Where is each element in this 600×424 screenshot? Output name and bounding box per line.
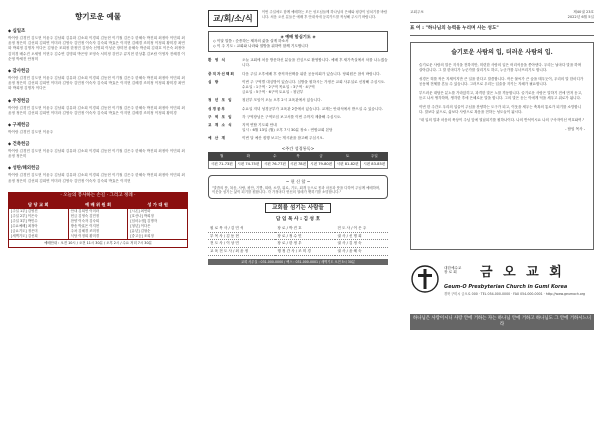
staff-group [69,201,129,239]
news-item [208,123,388,133]
news-header [208,10,388,27]
news-body: 청년부 모임이 오늘 오후 2시 교육관에서 있습니다. [242,98,322,103]
meditation-paragraph: 슬기로운 사람의 말은 지식을 전하지만, 미련한 사람의 입은 어리석음을 쏟아낸다. 우리는 날마다 말을 하며 살아갑니다. 그 말 한마디가 누군가를 살리기도 하고, 누군가를 무너뜨리기도 합니다. [419,62,582,73]
news-label: 중직자선택회 [208,71,235,76]
officer-entry: 권 사 / 윤 혜 숙 [335,248,388,256]
officers-row [208,240,388,248]
offerings-column [8,10,188,366]
officer-entry: 장 로 / 박 진 호 [275,225,335,232]
staff-group-head: 성 가 대 원 [128,201,187,209]
bulletin-number: 제40권 23호 [573,10,594,14]
offering-categories [8,28,188,184]
staff-item: [주일 1부] 김영진 [11,208,38,213]
bulletin-label: 교회주보 [410,10,424,14]
reading-passage: 시편 81-82편 [334,161,361,169]
staff-item: 방송 박효은 이지현 [70,223,100,228]
officer-entry: 행 정 간 사 / 조 미 경 [275,248,335,256]
church-english-name: Geum-O Presbyterian Church in Gumi Korea [444,283,568,290]
officers-table [208,225,388,256]
staff-item: [주일 3부] 박민수 [11,218,38,223]
reading-passage: 시편 79-80편 [308,161,335,169]
meditation-signature: - 담임 목사 - [565,126,585,131]
staff-group-head: 예 배 위 원 회 [69,201,128,209]
notice-text: "말씀의 뜻, 복음, 사랑, 평안, 기쁨, 희락, 소망, 위로, 기도, 회개 등으로 몸과 마음과 뜻을 다하여 주님께 예배하며, 이웃을 섬기는 삶이 되기를 원합니다. 각 가정마다 헌신의 열매가 맺히기를 소망합니다." [212,185,381,195]
offering-names: 박이랑 김경민 김도현 이윤주 김남희 김유화 김소희 이경희 김동현 이기철 김은주 한혜숙 박진희 최정아 이민희 최윤정 정은미 김선희 김희연 이미라 김영숙 김민정 이숙자 김숙희 박효은 이지현 김혜경 조미정 이정희 황미경 최연화 박희정 김명자 이다은 김형순 조희정 한정민 김정숙 신명희 이성준 장미현 윤혜숙 박준희 김대호 이은숙 최정아 김미경 배수진 오세영 이현주 김수연 김명희 박은영 조영숙 서미정 강민주 류지현 한상훈 김보람 이영자 전혜경 이순영 박세진 안정미 [8,36,185,61]
service-info: 예배안내 : 오전 10시 / 오전 11시 30분 / 오후 2시 / 수요 저녁 7시 30분 [8,240,188,248]
reading-day: 금 [308,153,335,161]
news-label: 구 역 모 임 [208,114,233,119]
news-body: 각 구역장님은 구역모임 보고서를 이번 주까지 제출해 주십시오. [242,114,342,119]
reading-day: 화 [235,153,262,161]
motto: 표 어 : "하나님의 능력을 누리며 사는 성도" [410,23,594,36]
church-logo-icon [410,264,440,294]
church-address: 경북 구미시 금오로 000 · TEL 054-000-0000 · FAX 054-000-0001 · http://www.geumoch.org [444,291,586,296]
news-item [208,72,388,77]
meditation-paragraph: 성경은 혀를 작은 지체이지만 큰 일을 한다고 말씀합니다. 작은 불씨가 큰 숲을 태우듯이, 우리의 말 한마디가 공동체 전체를 흔들 수 있습니다. 그러므로 우리는 입술을 지키는 지혜가 필요합니다. [419,76,584,87]
officers-title: 교회를 섬기는 사람들 [208,205,388,212]
cover-column [410,10,594,366]
offering-category-name: ◆ 감사헌금 [8,68,188,75]
prayer-line: ◇ 이달 말씀 : 순종하는 제자의 삶을 살게 하소서 [213,39,289,44]
news-label: 환 영 식 [208,58,226,63]
meditation-title: 슬기로운 사람의 입, 더러운 사람의 입. [451,48,553,56]
offering-category-name: ◆ 주정헌금 [8,98,188,105]
staff-item: [주일 2부] 이은숙 [11,213,38,218]
officers-row [208,225,388,232]
offering-category-name: ◆ 구제헌금 [8,122,188,129]
denomination-line2: 장 로 회 [444,270,457,275]
reading-day: 주일 [361,153,388,161]
reading-passage: 시편 74-75편 [235,161,262,169]
staff-item: 안내 김희연 이미라 [70,208,100,213]
reading-day: 목 [288,153,308,161]
reading-table-title: <주간 성경통독> [281,145,315,151]
offering-names: 박이랑 김경민 김도현 이윤주 [8,129,54,134]
news-item [208,115,388,120]
bulletin-date: 2022년 6월 5일 [567,14,594,19]
staff-item: [임마누엘] 김명자 [130,218,157,223]
denomination-line1: 대한예수교 [444,265,462,270]
prayer-line: ◇ 이 주 기도 : 교회와 나라와 열방을 위하여 함께 기도합니다 [213,44,309,49]
church-block [410,262,594,310]
news-body: 이번 달 예산 집행 보고는 게시판을 참고해 주십시오. [242,136,325,141]
meditation-paragraph: 이번 한 주간도 우리의 입술이 주님을 찬양하는 도구가 되고, 이웃을 세우는 축복의 통로가 되기를 소망합니다. 말보다 삶으로, 삶보다 사랑으로 복음을 전하는 성도들이 됩시다. [419,104,582,114]
offering-category-name: ◆ 건축헌금 [8,141,188,148]
staff-item: [새벽기도] 김선희 [11,234,38,239]
reading-table-header [209,153,388,161]
offerings-title: 향기로운 예물 [74,12,122,21]
news-label: 예 산 계 [208,136,226,141]
notice-box [208,175,388,199]
officer-entry: 전 도 사 / 이 은 주 [335,225,388,232]
offering-category-name: ◆ 성탄/해외헌금 [8,165,188,172]
officer-entry: 장 로 / 정 수 민 [275,232,335,240]
reading-passage: 시편 83-85편 [361,161,388,169]
staff-grid [8,200,188,240]
reading-day: 토 [334,153,361,161]
news-body: 다음 주일 오후예배 후 중직자선택을 위한 공동의회가 있습니다. 당회원은 참석 바랍니다. [242,71,381,76]
news-item [208,58,388,68]
offering-names: 박이랑 김경민 김도현 이윤주 김남희 김유화 김소희 이경희 김동현 이기철 김은주 한혜숙 박진희 최정아 이민희 최윤정 정은미 김선희 김희연 이미라 김영숙 김민정 이숙자 김숙희 박효은 이지현 김혜경 조미정 이정희 황미경 [8,105,185,115]
staff-item: 찬양 이숙자 김숙희 [70,218,100,223]
news-item [208,107,388,112]
news-label: 교 계 소 식 [208,122,233,127]
news-body: 수요일 저녁 성경공부가 교육관 2층에서 있습니다. 교재는 안내석에서 받으실 수 있습니다. [242,106,383,111]
officer-entry: 권 사 / 김 정 숙 [335,240,388,248]
news-intro: 이번 주일에도 함께 예배하는 모든 성도님들께 하나님의 은혜와 평강이 넘치기를 바랍니다. 처음 오신 분들은 예배 후 안내석에 등록카드를 작성해 주시기 바랍니다. [261,10,388,19]
prayer-box [208,31,388,52]
offering-names: 박이랑 김경민 김도현 이윤주 김남희 김유화 김소희 이경희 김동현 이기철 김은주 한혜숙 박진희 최정아 이민희 최윤정 정은미 김선희 김희연 이미라 김영숙 김민정 이숙자 김숙희 박효은 이지현 [8,173,185,183]
staff-item: 헌금 김영숙 김민정 [70,213,100,218]
meditation-paragraph: 부드러운 대답은 분노를 가라앉히고, 과격한 말은 노를 격동합니다. 슬기로운 사람은 말하기 전에 먼저 듣고, 듣고 나서 생각하며, 생각한 후에 은혜로운 말을 합니다. 그의 말은 듣는 이에게 덕을 세우고 위로가 됩니다. [419,90,583,101]
officer-entry: 부 목 사 / 김 동 현 [208,232,275,240]
news-body: 이번 주 구역별 대심방이 있습니다. 심방을 원하시는 가정은 교회 사무실로 신청해 주십시오. 수요일 : 1구역 · 2구역 목요일 : 3구역 · 4구역 금요일 : 5구역 · 6구역 토요일 : 청년부 [242,79,386,95]
officer-entry: 전 도 사 / 이 상 민 [208,240,275,248]
staff-item: [시온] 최연화 [130,208,151,213]
officer-entry: 교 육 전 도 사 / 최 윤 정 [208,248,275,256]
news-item [208,80,388,96]
news-column [208,10,388,366]
staff-item: [호산나] 박희정 [130,213,154,218]
staff-item: [수요예배] 최정아 [11,223,38,228]
staff-item: 식당 이정희 황미경 [70,234,100,239]
news-tag: 교/회/소/식 [208,10,258,27]
staff-group [128,201,187,239]
officers-row [208,248,388,256]
offering-names: 박이랑 김경민 김도현 이윤주 김남희 김유화 김소희 이경희 김동현 이기철 김은주 한혜숙 박진희 최정아 이민희 최윤정 정은미 [8,149,185,159]
staff-group [9,201,69,239]
prayer-title: ◈ 예배 합심기도 ◈ [280,33,316,39]
news-label: 청 년 모 임 [208,98,233,103]
news-body: 오늘 교회에 처음 방문하신 분들을 진심으로 환영합니다. 예배 후 새가족실에서 차를 나누겠습니다. [242,58,388,68]
officer-entry: 권 사 / 신 명 희 [335,232,388,240]
bulletin-info [410,10,594,23]
news-item [208,136,388,141]
staff-item: [금요기도] 정은미 [11,228,38,233]
offering-names: 박이랑 김경민 김도현 이윤주 김남희 김유화 김소희 이경희 김동현 이기철 김은주 한혜숙 박진희 최정아 이민희 최윤정 정은미 김선희 김희연 이미라 김영숙 김민정 이숙자 김숙희 박효은 이지현 김혜경 조미정 이정희 황미경 최연화 박희정 김명자 이다은 [8,76,185,91]
reading-passage: 시편 78편 [288,161,308,169]
meditation-paragraph: "내 입의 말과 마음의 묵상이 주님 앞에 열납되기를 원하나이다. 나의 반석이시요 나의 구속자이신 여호와여." [419,118,585,123]
staff-item: [청년] 이다은 [130,223,151,228]
news-label: 심 방 [208,79,220,84]
staff-group-head: 담 당 교 회 [9,201,68,209]
reading-table-row [209,161,388,169]
offering-category-name: ◆ 십일조 [8,28,188,35]
reading-day: 월 [209,153,236,161]
reading-passage: 시편 76-77편 [262,161,289,169]
reading-passage: 시편 71-73편 [209,161,236,169]
reading-day: 수 [262,153,289,161]
church-name: 금 오 교 회 [480,264,565,280]
news-item [208,98,388,103]
staff-item: 주차 김혜경 조미정 [70,228,100,233]
officer-entry: 원 로 목 사 / 김 민 석 [208,225,275,232]
meditation-text [419,63,585,124]
reading-table [208,152,388,169]
staff-item: [중고등] 조희정 [130,234,154,239]
news-body: 지역 연합 기도회 안내 일시 : 6월 13일 (월) 오후 7시 30분 장소 : 연합교회 본당 [242,122,333,133]
news-label: 성경공부 [208,106,226,111]
officers-row [208,232,388,240]
staff-title: · 오늘의 봉사하는 손길 · 그리고 정례 · [8,192,188,200]
officer-entry: 장 로 / 한 정 우 [275,240,335,248]
church-verse-banner: 하나님은 사랑이시니 사랑 안에 거하는 자는 하나님 안에 거하고 하나님도 그 안에 거하시느니라 [410,314,594,330]
office-contact: 교회 사무실 : 031-000-0000 / 팩스 : 031-000-0001 / 새벽기도 오전 5시 30분 [208,259,388,265]
senior-pastor: 담 임 목 사 : 김 성 호 [275,216,321,222]
news-list [208,58,388,141]
staff-item: [유년] 김형순 [130,228,151,233]
meditation-box [410,42,594,250]
notice-title: ~ 헌 신 할 ~ [285,178,311,184]
